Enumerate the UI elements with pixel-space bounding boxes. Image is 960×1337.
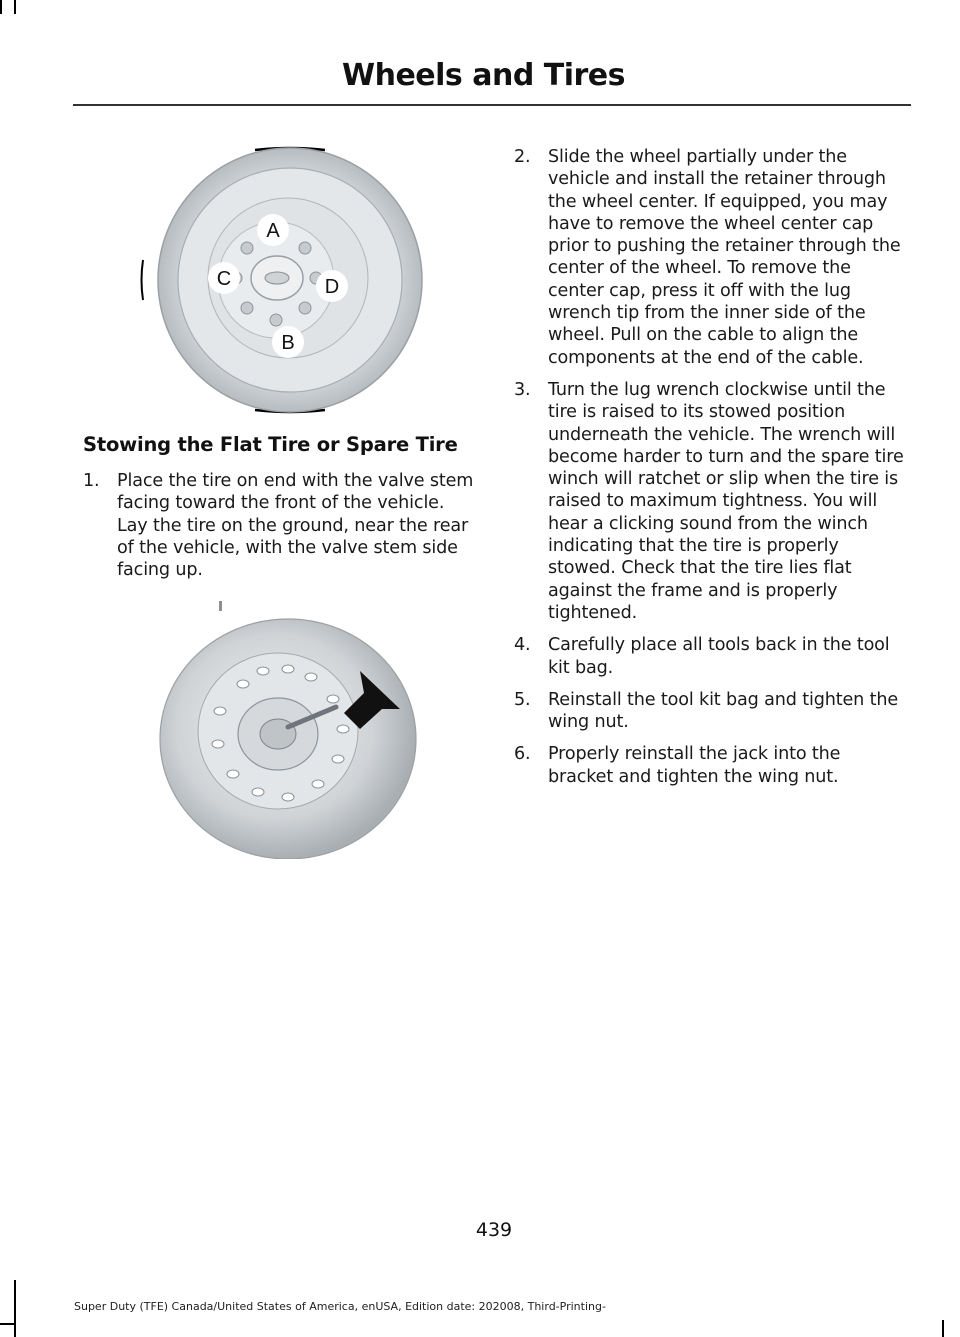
crop-mark-top-left-h bbox=[14, 0, 16, 14]
crop-mark-bottom-left-h bbox=[0, 1323, 14, 1325]
spare-tire-figure bbox=[148, 599, 428, 859]
step-number: 6. bbox=[514, 744, 531, 765]
callout-b: B bbox=[281, 332, 295, 354]
crop-mark-bottom-left bbox=[14, 1280, 16, 1337]
section-heading: Stowing the Flat Tire or Spare Tire bbox=[83, 433, 458, 456]
step-number: 1. bbox=[83, 471, 100, 491]
right-column bbox=[514, 146, 910, 798]
step-number: 2. bbox=[514, 147, 531, 167]
step-number: 4. bbox=[514, 635, 531, 656]
callout-a: A bbox=[266, 220, 280, 242]
step-5 bbox=[514, 689, 910, 734]
step-number: 5. bbox=[514, 689, 531, 710]
step-text: Carefully place all tools back in the tool kit bag. bbox=[548, 635, 890, 678]
step-text: Reinstall the tool kit bag and tighten the wing nut. bbox=[548, 689, 898, 733]
step-text: Properly reinstall the jack into the bracket and tighten the wing nut. bbox=[548, 744, 841, 787]
callout-c: C bbox=[216, 268, 232, 290]
edition-footer: Super Duty (TFE) Canada/United States of America, enUSA, Edition date: 202008, Third-Printing- bbox=[74, 1300, 606, 1313]
valve-stem-icon bbox=[219, 601, 222, 611]
callout-d: D bbox=[324, 276, 340, 298]
step-1 bbox=[83, 470, 478, 581]
wheel-callout-figure bbox=[140, 140, 440, 415]
step-number: 3. bbox=[514, 379, 531, 400]
header-divider bbox=[73, 104, 911, 106]
step-3 bbox=[514, 379, 910, 624]
step-6 bbox=[514, 743, 910, 788]
crop-mark-top-left bbox=[0, 0, 2, 14]
step-text: Turn the lug wrench clockwise until the tire is raised to its stowed position underneath the vehicle. The wrench will become harder to turn and the spare tire winch will ratchet or slip when the tire is raised to maximum tightness. You will hear a clicking sound from the winch indicating that the tire is properly stowed. Check that the tire lies flat against the frame and is properly tightened. bbox=[548, 379, 904, 623]
crop-mark-bottom-right bbox=[942, 1320, 944, 1337]
step-2 bbox=[514, 146, 910, 369]
left-column bbox=[83, 140, 478, 859]
page-header-title: Wheels and Tires bbox=[342, 58, 625, 93]
step-text: Place the tire on end with the valve stem facing toward the front of the vehicle. Lay the tire on the ground, near the rear of the vehicle, with the valve stem side facing up. bbox=[117, 471, 474, 581]
step-4 bbox=[514, 634, 910, 679]
step-text: Slide the wheel partially under the vehicle and install the retainer through the wheel center. If equipped, you may have to remove the wheel center cap prior to pushing the retainer through the center of the wheel. To remove the center cap, press it off with the lug wrench tip from the inner side of the wheel. Pull on the cable to align the components at the end of the cable. bbox=[548, 147, 901, 368]
steps-list-left bbox=[83, 470, 478, 581]
page-number: 439 bbox=[475, 1219, 513, 1241]
steps-list-right bbox=[514, 146, 910, 788]
